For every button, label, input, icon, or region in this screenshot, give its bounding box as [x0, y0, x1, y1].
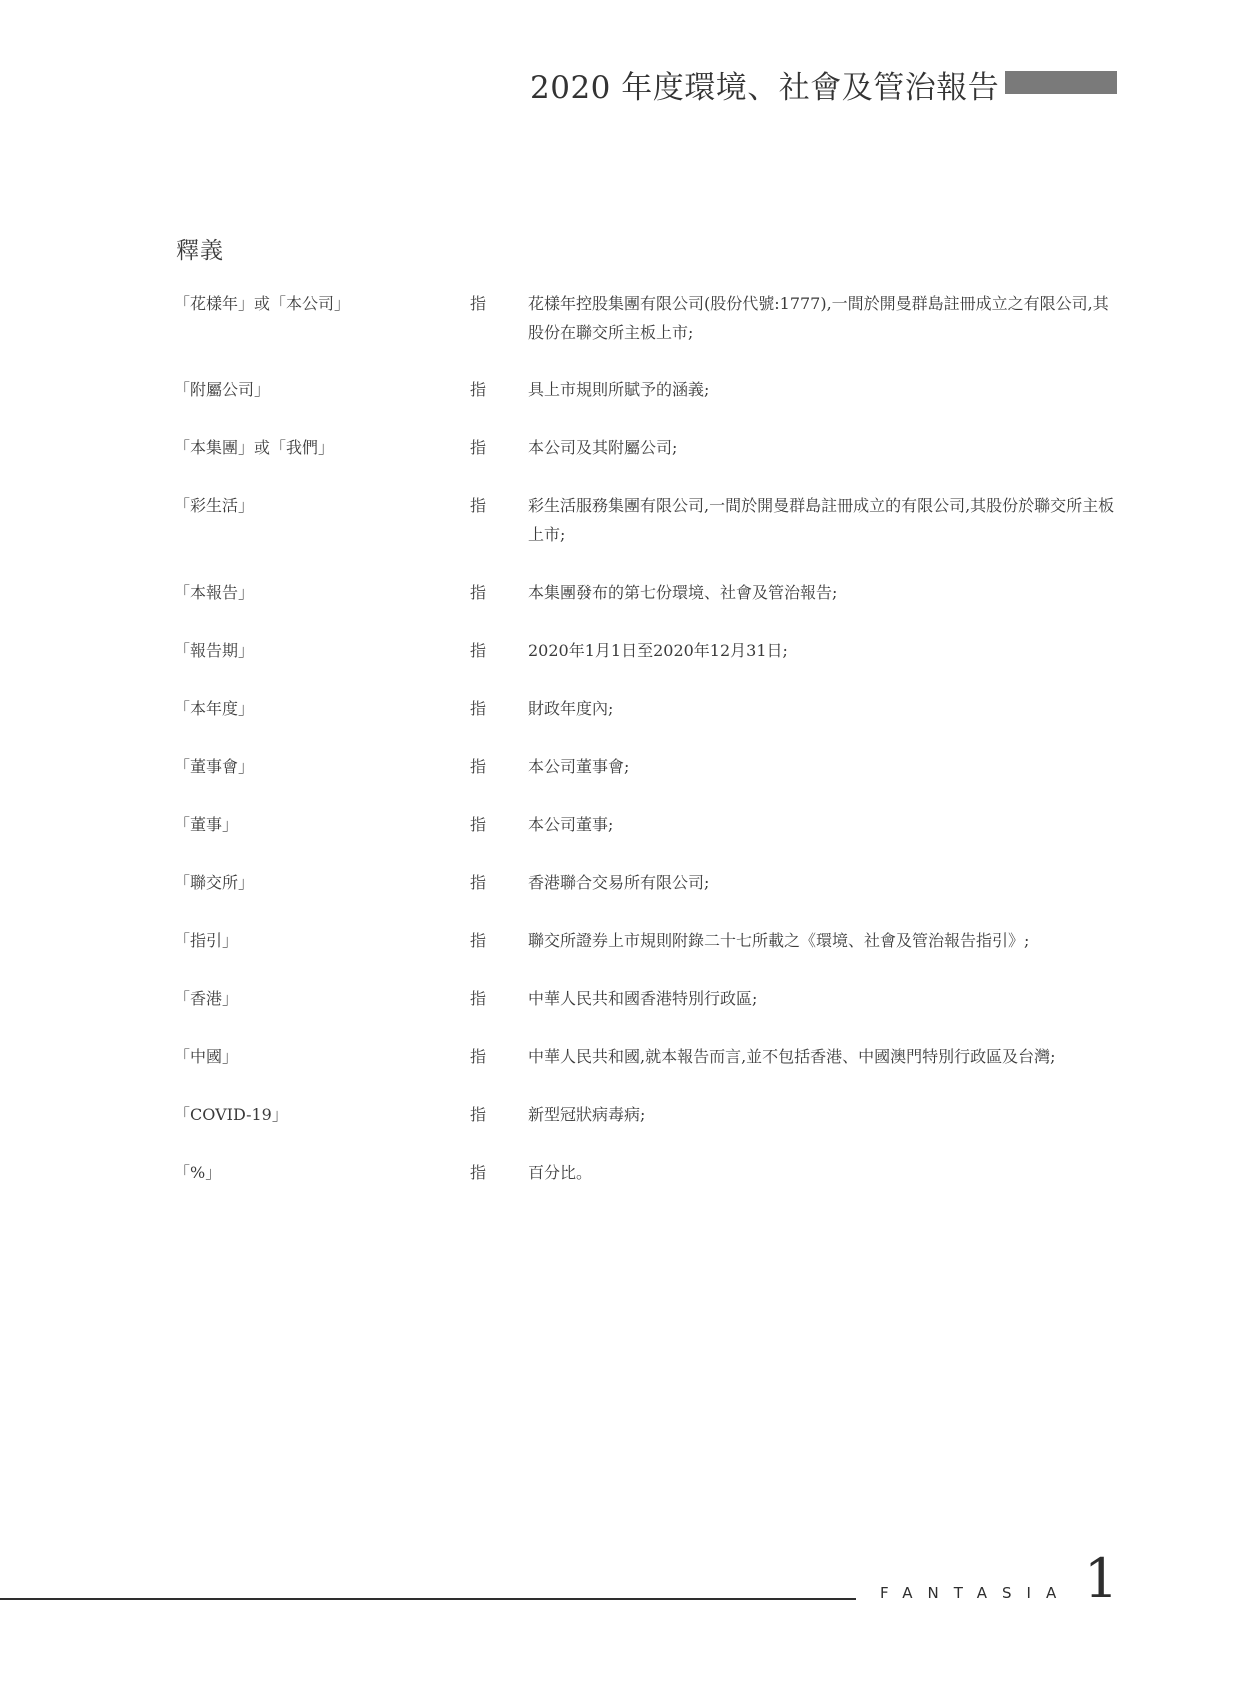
definition-text: 財政年度內;: [528, 699, 614, 718]
definition-means: 指: [470, 1047, 487, 1066]
definition-text: 中華人民共和國香港特別行政區;: [528, 989, 758, 1008]
definition-text: 2020年1月1日至2020年12月31日;: [528, 641, 788, 660]
definition-means: 指: [470, 815, 487, 834]
definition-term: 「%」: [174, 1163, 222, 1182]
page-number: 1: [1084, 1547, 1119, 1610]
definition-means: 指: [470, 757, 487, 776]
definition-term: 「指引」: [174, 931, 239, 950]
definition-text: 新型冠狀病毒病;: [528, 1105, 646, 1124]
definition-text: 中華人民共和國,就本報告而言,並不包括香港、中國澳門特別行政區及台灣;: [528, 1047, 1056, 1066]
definition-means: 指: [470, 496, 487, 515]
definition-term: 「本年度」: [174, 699, 255, 718]
definition-term: 「報告期」: [174, 641, 255, 660]
definition-term: 「COVID-19」: [174, 1105, 288, 1124]
definition-term: 「本報告」: [174, 583, 255, 602]
definition-means: 指: [470, 294, 487, 313]
definition-means: 指: [470, 1105, 487, 1124]
definition-term: 「董事」: [174, 815, 239, 834]
definition-means: 指: [470, 380, 487, 399]
definition-text: 花樣年控股集團有限公司(股份代號:1777),一間於開曼群島註冊成立之有限公司,其股份在聯交所主板上市;: [528, 294, 1109, 342]
definition-term: 「聯交所」: [174, 873, 255, 892]
definition-text: 聯交所證券上市規則附錄二十七所載之《環境、社會及管治報告指引》;: [528, 931, 1030, 950]
definition-text: 香港聯合交易所有限公司;: [528, 873, 710, 892]
definition-term: 「香港」: [174, 989, 239, 1008]
definition-means: 指: [470, 583, 487, 602]
definition-means: 指: [470, 989, 487, 1008]
footer-rule: [0, 1598, 856, 1600]
definition-text: 彩生活服務集團有限公司,一間於開曼群島註冊成立的有限公司,其股份於聯交所主板上市;: [528, 496, 1115, 544]
section-title: 釋義: [176, 238, 224, 264]
report-title: 2020 年度環境、社會及管治報告: [530, 70, 1000, 106]
definition-term: 「中國」: [174, 1047, 239, 1066]
definition-text: 百分比。: [528, 1163, 593, 1182]
footer-brand: FANTASIA: [880, 1584, 1072, 1602]
definition-term: 「附屬公司」: [174, 380, 271, 399]
definition-means: 指: [470, 438, 487, 457]
definition-means: 指: [470, 873, 487, 892]
definition-means: 指: [470, 931, 487, 950]
definition-means: 指: [470, 1163, 487, 1182]
definition-text: 本集團發布的第七份環境、社會及管治報告;: [528, 583, 838, 602]
definition-means: 指: [470, 641, 487, 660]
definition-term: 「本集團」或「我們」: [174, 438, 335, 457]
definition-means: 指: [470, 699, 487, 718]
definition-text: 本公司董事會;: [528, 757, 630, 776]
definition-text: 本公司董事;: [528, 815, 614, 834]
definition-term: 「彩生活」: [174, 496, 255, 515]
definition-term: 「花樣年」或「本公司」: [174, 294, 351, 313]
definition-text: 具上市規則所賦予的涵義;: [528, 380, 710, 399]
definition-term: 「董事會」: [174, 757, 255, 776]
definition-text: 本公司及其附屬公司;: [528, 438, 678, 457]
